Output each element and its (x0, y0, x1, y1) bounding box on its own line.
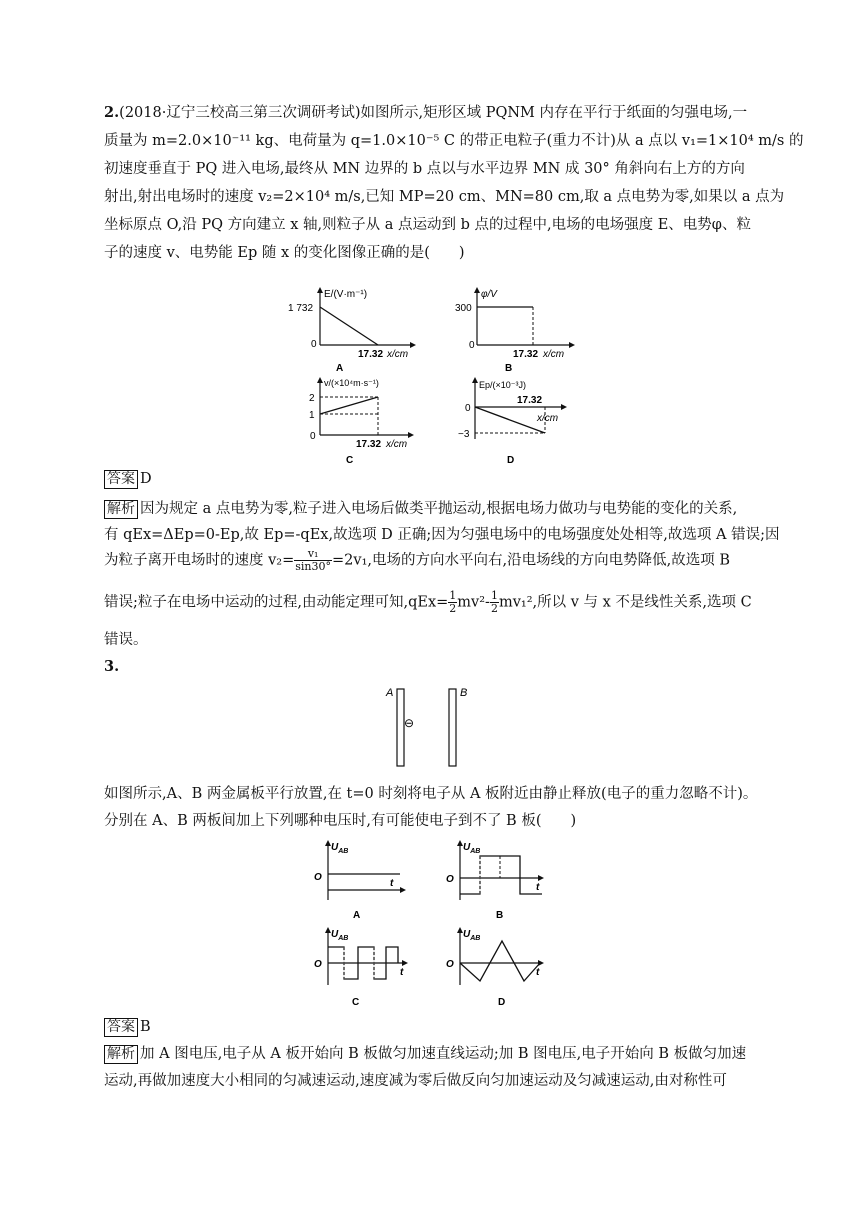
q3c-caption: C (352, 997, 360, 1008)
frac-num: 1 (449, 589, 457, 602)
q3-analysis-line-1 (104, 1044, 746, 1064)
q3b-ylabel: $U_{AB}$ (463, 842, 481, 855)
q3d-xlabel: t (536, 967, 540, 978)
q2a-xtick: 17.32 (358, 349, 384, 360)
q2b-ytick: 300 (455, 303, 472, 314)
q3c-xlabel: t (400, 967, 404, 978)
q2-line-2: 质量为 m=2.0×10⁻¹¹ kg、电荷量为 q=1.0×10⁻⁵ C 的带正电粒子(重力不计)从 a 点以 v₁=1×10⁴ m/s 的 (104, 133, 804, 149)
q2c-xlabel: x/cm (386, 439, 408, 450)
q2d-ylabel: Ep/(×10⁻³J) (479, 380, 527, 390)
q2d-xtick: 17.32 (517, 395, 543, 406)
q2-graph-d (455, 377, 585, 467)
q2-analysis-text-1: 因为规定 a 点电势为零,粒子进入电场后做类平抛运动,根据电场力做功与电势能的变化的关系, (140, 501, 738, 517)
q3-analysis-label: 解析 (104, 1045, 138, 1064)
q3a-xlabel: t (390, 878, 394, 889)
q2-analysis-3a: 为粒子离开电场时的速度 v₂= (104, 552, 295, 569)
q2-analysis-4a: 错误;粒子在电场中运动的过程,由动能定理可知,qEx= (104, 594, 449, 611)
frac-den: 2 (449, 602, 457, 615)
q2b-ylabel: φ/V (481, 289, 497, 300)
fraction-v1-sin30 (294, 548, 332, 573)
q3-answer: B (140, 1019, 151, 1035)
q3-number: 3 (104, 658, 115, 675)
q2b-origin: 0 (469, 340, 475, 351)
q2-analysis-4b: mv²- (457, 594, 490, 611)
q2-line-1: 2.(2018·辽宁三校高三第三次调研考试)如图所示,矩形区域 PQNM 内存在平行于纸面的匀强电场,一 (104, 104, 748, 121)
q2-graph-a (280, 285, 420, 375)
q3c-ylabel: $U_{AB}$ (331, 929, 349, 942)
q3b-xlabel: t (536, 882, 540, 893)
q2a-xlabel: x/cm (387, 349, 409, 360)
q2b-xtick: 17.32 (513, 349, 539, 360)
frac-den: 2 (490, 602, 498, 615)
q2c-ytick-mid: 1 (309, 410, 315, 421)
q2-graph-b (445, 285, 585, 375)
frac-num: v₁ (294, 548, 332, 561)
q2-answer-line (104, 469, 152, 489)
q3b-caption: B (496, 910, 504, 921)
q2-analysis-line-1 (104, 499, 737, 519)
q2d-caption: D (507, 455, 515, 466)
fraction-half-1 (448, 590, 457, 615)
q3-graph-d (442, 925, 562, 1010)
q2-answer: D (140, 471, 152, 487)
q2a-ylabel: E/(V·m⁻¹) (324, 289, 368, 300)
frac-num: 1 (490, 589, 498, 602)
frac-den: sin30° (295, 560, 332, 573)
q3-line-2: 分别在 A、B 两板间加上下列哪种电压时,有可能使电子到不了 B 板( ) (104, 813, 577, 829)
q2-analysis-line-2: 有 qEx=ΔEp=0-Ep,故 Ep=-qEx,故选项 D 正确;因为匀强电场中的电场强度处处相等,故选项 A 错误;因 (104, 527, 780, 543)
q2c-ytick-top: 2 (309, 393, 315, 404)
q2a-caption: A (336, 363, 344, 374)
q2c-caption: C (346, 455, 354, 466)
q3-answer-label: 答案 (104, 1018, 138, 1037)
q2-line-3: 初速度垂直于 PQ 进入电场,最终从 MN 边界的 b 点以与水平边界 MN 成 30° 角斜向右上方的方向 (104, 161, 745, 177)
q2-text-1: (2018·辽宁三校高三第三次调研考试)如图所示,矩形区域 PQNM 内存在平行于纸面的匀强电场,一 (119, 105, 748, 121)
q2c-origin: 0 (310, 431, 316, 442)
plate-a-label: A (386, 687, 394, 699)
q3a-origin: O (314, 872, 322, 883)
q3b-origin: O (446, 874, 454, 885)
fraction-half-2 (490, 590, 499, 615)
q2-line-5: 坐标原点 O,沿 PQ 方向建立 x 轴,则粒子从 a 点运动到 b 点的过程中,电场的电场强度 E、电势φ、粒 (104, 217, 751, 233)
q3c-origin: O (314, 959, 322, 970)
q2-analysis-4c: mv₁²,所以 v 与 x 不是线性关系,选项 C (498, 594, 752, 611)
q2d-origin: 0 (465, 403, 471, 414)
q2c-xtick: 17.32 (356, 439, 382, 450)
q3a-caption: A (353, 910, 361, 921)
q2-number: 2 (104, 104, 115, 121)
q3a-ylabel: $U_{AB}$ (331, 842, 349, 855)
q2a-origin: 0 (311, 339, 317, 350)
q3-analysis-line-2: 运动,再做加速度大小相同的匀减速运动,速度减为零后做反向匀加速运动及匀减速运动,由对称性可 (104, 1073, 727, 1089)
q3-answer-line (104, 1017, 151, 1037)
q3-number-line: 3. (104, 658, 120, 675)
plate-b-label: B (460, 687, 468, 699)
q3-graph-b (442, 838, 562, 923)
q2-analysis-line-4 (104, 590, 752, 615)
q3-graph-a (308, 838, 428, 923)
q2b-xlabel: x/cm (543, 349, 565, 360)
plate-b (449, 689, 456, 766)
q2b-caption: B (505, 363, 513, 374)
q3-plates-diagram (380, 683, 480, 768)
q3-analysis-text-1: 加 A 图电压,电子从 A 板开始向 B 板做匀加速直线运动;加 B 图电压,电子开始向 B 板做匀加速 (140, 1046, 747, 1062)
q2d-xlabel: x/cm (537, 413, 559, 424)
q2-line-4: 射出,射出电场时的速度 v₂=2×10⁴ m/s,已知 MP=20 cm、MN=80 cm,取 a 点电势为零,如果以 a 点为 (104, 189, 785, 205)
q3-graph-c (308, 925, 428, 1010)
q2d-ytick-neg: −3 (458, 429, 470, 440)
q2-line-6: 子的速度 v、电势能 Ep 随 x 的变化图像正确的是( ) (104, 245, 465, 261)
q2-graph-c (300, 377, 420, 467)
q3-line-1: 如图所示,A、B 两金属板平行放置,在 t=0 时刻将电子从 A 板附近由静止释放(电子的重力忽略不计)。 (104, 786, 758, 802)
q2c-ylabel: v/(×10⁴m·s⁻¹) (324, 378, 379, 388)
q3d-origin: O (446, 959, 454, 970)
electron-symbol: ⊖ (404, 716, 415, 730)
plate-a (397, 689, 404, 766)
q2-analysis-line-5: 错误。 (104, 632, 148, 648)
q2-analysis-line-3 (104, 548, 730, 573)
q2-analysis-3b: =2v₁,电场的方向水平向右,沿电场线的方向电势降低,故选项 B (332, 552, 730, 569)
q2a-ytick: 1 732 (288, 303, 314, 314)
q2-analysis-label: 解析 (104, 500, 138, 519)
q3d-ylabel: $U_{AB}$ (463, 929, 481, 942)
q2-answer-label: 答案 (104, 470, 138, 489)
q3d-caption: D (498, 997, 506, 1008)
